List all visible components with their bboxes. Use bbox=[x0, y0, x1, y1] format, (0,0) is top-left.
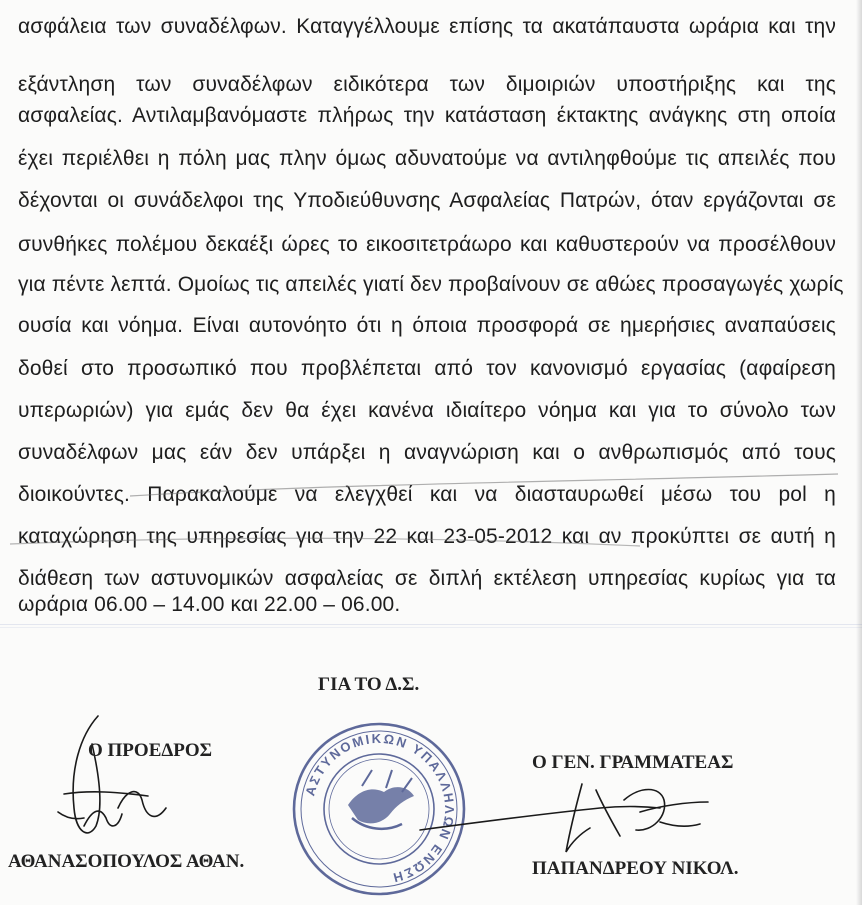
body-line: ασφάλεια των συναδέλφων. Καταγγέλλουμε επίσης τα ακατάπαυστα ωράρια και την bbox=[18, 15, 836, 38]
president-title: Ο ΠΡΟΕΔΡΟΣ bbox=[88, 740, 213, 761]
president-name: ΑΘΑΝΑΣΟΠΟΥΛΟΣ ΑΘΑΝ. bbox=[8, 851, 245, 872]
body-line: συναδέλφων μας εάν δεν υπάρξει η αναγνώριση και ο ανθρωπισμός από τους bbox=[18, 441, 836, 464]
body-line: ωράρια 06.00 – 14.00 και 22.00 – 06.00. bbox=[18, 593, 401, 616]
pencil-mark bbox=[10, 538, 640, 546]
secretary-title: Ο ΓΕΝ. ΓΡΑΜΜΑΤΕΑΣ bbox=[532, 752, 734, 773]
body-line: έχει περιέλθει η πόλη μας πλην όμως αδυνατούμε να αντιληφθούμε τις απειλές που bbox=[18, 147, 836, 170]
body-line: διάθεση των αστυνομικών ασφαλείας σε διπλή εκτέλεση υπηρεσίας κυρίως για τα bbox=[18, 567, 836, 590]
body-line: δοθεί στο προσωπικό που προβλέπεται από τον κανονισμό εργασίας (αφαίρεση bbox=[18, 357, 836, 380]
body-line: εξάντληση των συναδέλφων ειδικότερα των διμοιριών υποστήριξης και της bbox=[18, 73, 836, 96]
body-line: για πέντε λεπτά. Ομοίως τις απειλές γιατί δεν προβαίνουν σε αθώες προσαγωγές χωρίς bbox=[18, 273, 844, 296]
body-line: διοικούντες. Παρακαλούμε να ελεγχθεί και να διασταυρωθεί μέσω του pol η bbox=[18, 483, 836, 506]
body-line: ασφαλείας. Αντιλαμβανόμαστε πλήρως την κατάσταση έκτακτης ανάγκης στη οποία bbox=[18, 104, 836, 127]
pencil-mark bbox=[130, 474, 838, 496]
body-line: καταχώρηση της υπηρεσίας για την 22 και 23-05-2012 και αν προκύπτει σε αυτή η bbox=[18, 525, 836, 548]
signature-heading: ΓΙΑ ΤΟ Δ.Σ. bbox=[318, 674, 420, 695]
body-line: υπερωριών) για εμάς δεν θα έχει κανένα ιδιαίτερο νόημα και για το σύνολο των bbox=[18, 399, 836, 422]
president-signature bbox=[58, 716, 166, 833]
body-line: συνθήκες πολέμου δεκαέξι ώρες το εικοσιτετράωρο και καθυστερούν να προσέλθουν bbox=[18, 233, 836, 256]
stamp-ring-text: ΑΣΤΥΝΟΜΙΚΩΝ ΥΠΑΛΛΗΛΩΝ ΕΝΩΣΗ bbox=[302, 730, 458, 886]
body-line: ουσία και νόημα. Είναι αυτονόητο ότι η όποια προσφορά σε ημερήσιες αναπαύσεις bbox=[18, 314, 836, 337]
body-line: δέχονται οι συνάδελφοι της Υποδιεύθυνσης Ασφαλείας Πατρών, όταν εργάζονται σε bbox=[18, 189, 836, 212]
official-stamp bbox=[294, 724, 464, 894]
secretary-name: ΠΑΠΑΝΔΡΕΟΥ ΝΙΚΟΛ. bbox=[532, 858, 739, 879]
